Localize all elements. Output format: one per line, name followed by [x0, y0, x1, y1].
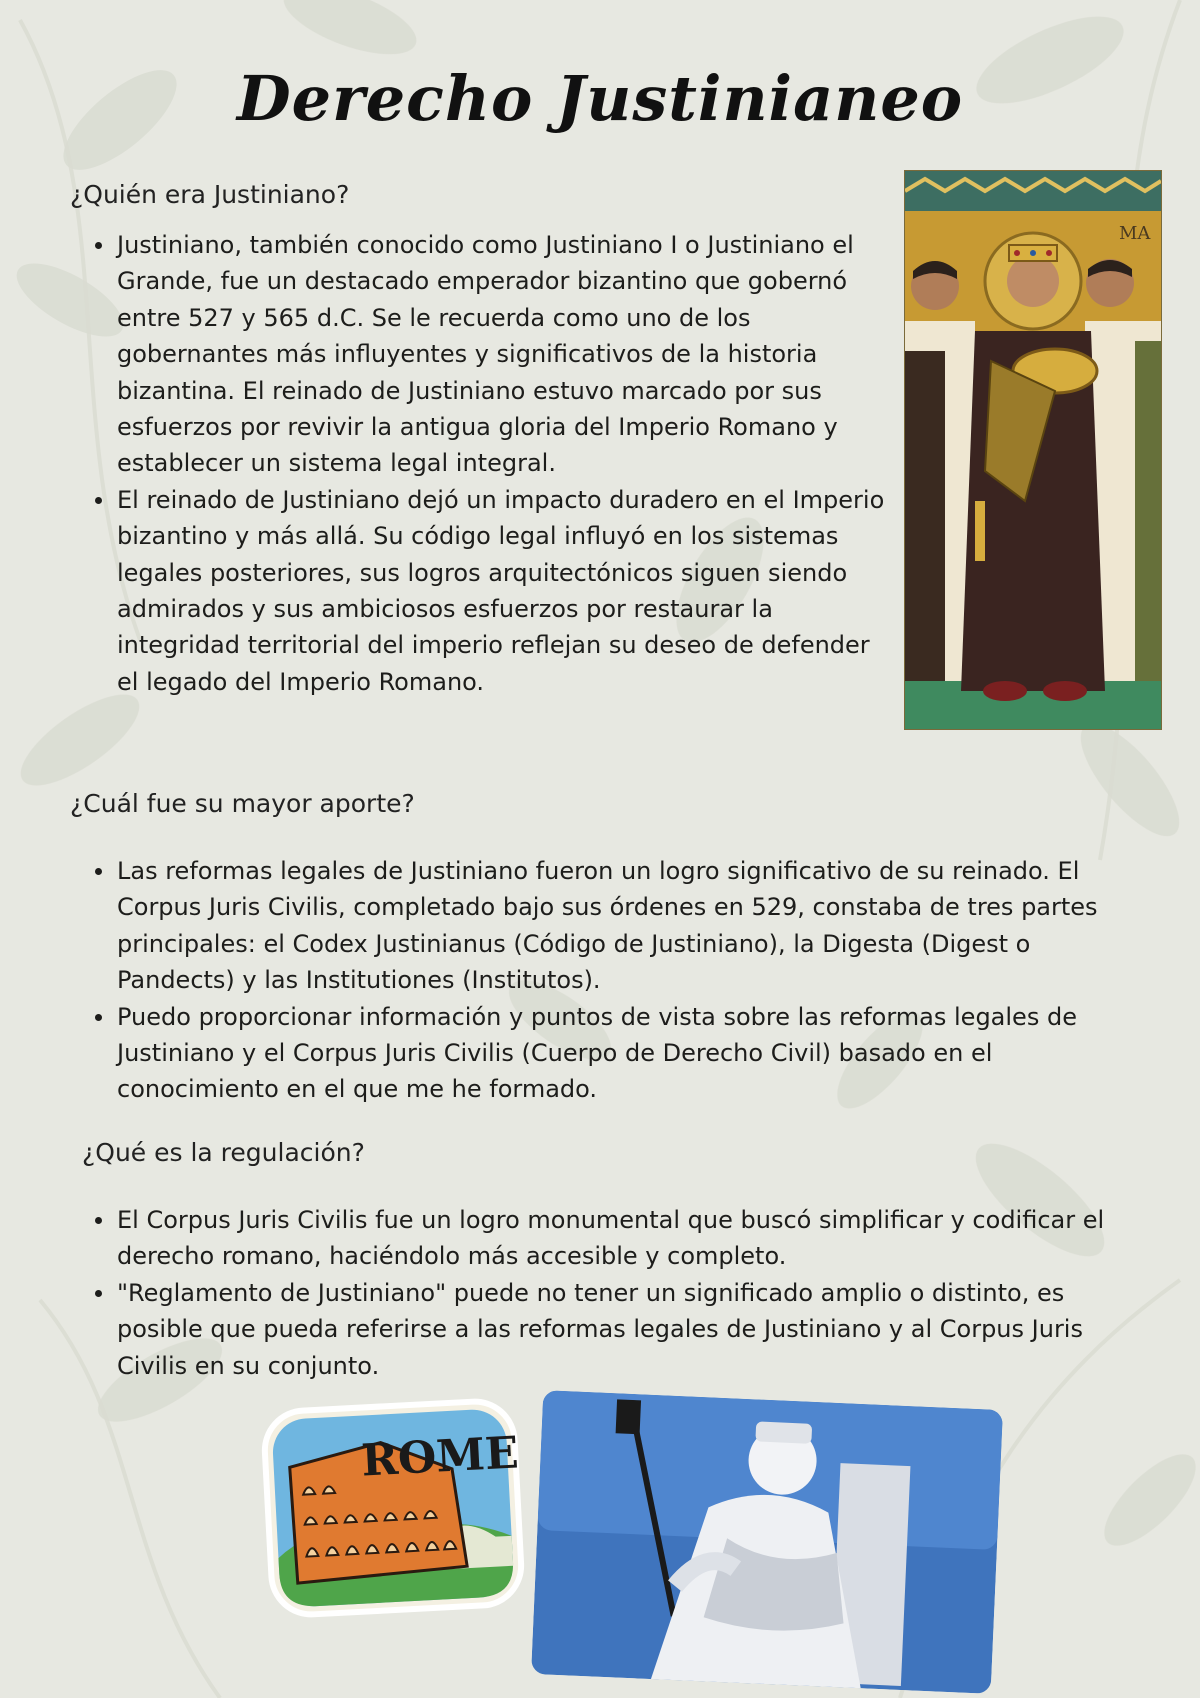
section-heading-quien: ¿Quién era Justiniano? — [70, 180, 350, 209]
section-list-que — [117, 1202, 1127, 1384]
justinian-mosaic-image — [904, 170, 1162, 730]
list-item: Puedo proporcionar información y puntos de vista sobre las reformas legales de Justiniano y el Corpus Juris Civilis (Cuerpo de Derecho Civil) basado en el conocimiento en el que me he formado. — [117, 999, 1117, 1108]
justinian-statue-photo — [531, 1390, 1003, 1694]
section-heading-cual: ¿Cuál fue su mayor aporte? — [70, 789, 415, 818]
section-heading-que: ¿Qué es la regulación? — [82, 1138, 365, 1167]
page-title: Derecho Justinianeo — [236, 62, 964, 135]
list-item: Las reformas legales de Justiniano fueron un logro significativo de su reinado. El Corpus Juris Civilis, completado bajo sus órdenes en 529, constaba de tres partes principales: el Codex Justinianus (Código de Justiniano), la Digesta (Digest o Pandects) y las Institutiones (Institutos). — [117, 853, 1117, 999]
section-list-quien — [117, 227, 892, 700]
list-item: Justiniano, también conocido como Justiniano I o Justiniano el Grande, fue un destacado emperador bizantino que gobernó entre 527 y 565 d.C. Se le recuerda como uno de los gobernantes más influyentes y significativos de la historia bizantina. El reinado de Justiniano estuvo marcado por sus esfuerzos por revivir la antigua gloria del Imperio Romano y establecer un sistema legal integral. — [117, 227, 892, 482]
rome-colosseum-sticker — [259, 1395, 528, 1620]
list-item: El reinado de Justiniano dejó un impacto duradero en el Imperio bizantino y más allá. Su código legal influyó en los sistemas legales posteriores, sus logros arquitectónicos siguen siendo admirados y sus ambiciosos esfuerzos por restaurar la integridad territorial del imperio reflejan su deseo de defender el legado del Imperio Romano. — [117, 482, 892, 700]
list-item: El Corpus Juris Civilis fue un logro monumental que buscó simplificar y codificar el derecho romano, haciéndolo más accesible y completo. — [117, 1202, 1127, 1275]
mosaic-inscription: MA — [1119, 223, 1151, 244]
rome-label: ROME — [360, 1427, 520, 1487]
list-item: "Reglamento de Justiniano" puede no tener un significado amplio o distinto, es posible que pueda referirse a las reformas legales de Justiniano y al Corpus Juris Civilis en su conjunto. — [117, 1275, 1127, 1384]
section-list-cual — [117, 853, 1117, 1108]
